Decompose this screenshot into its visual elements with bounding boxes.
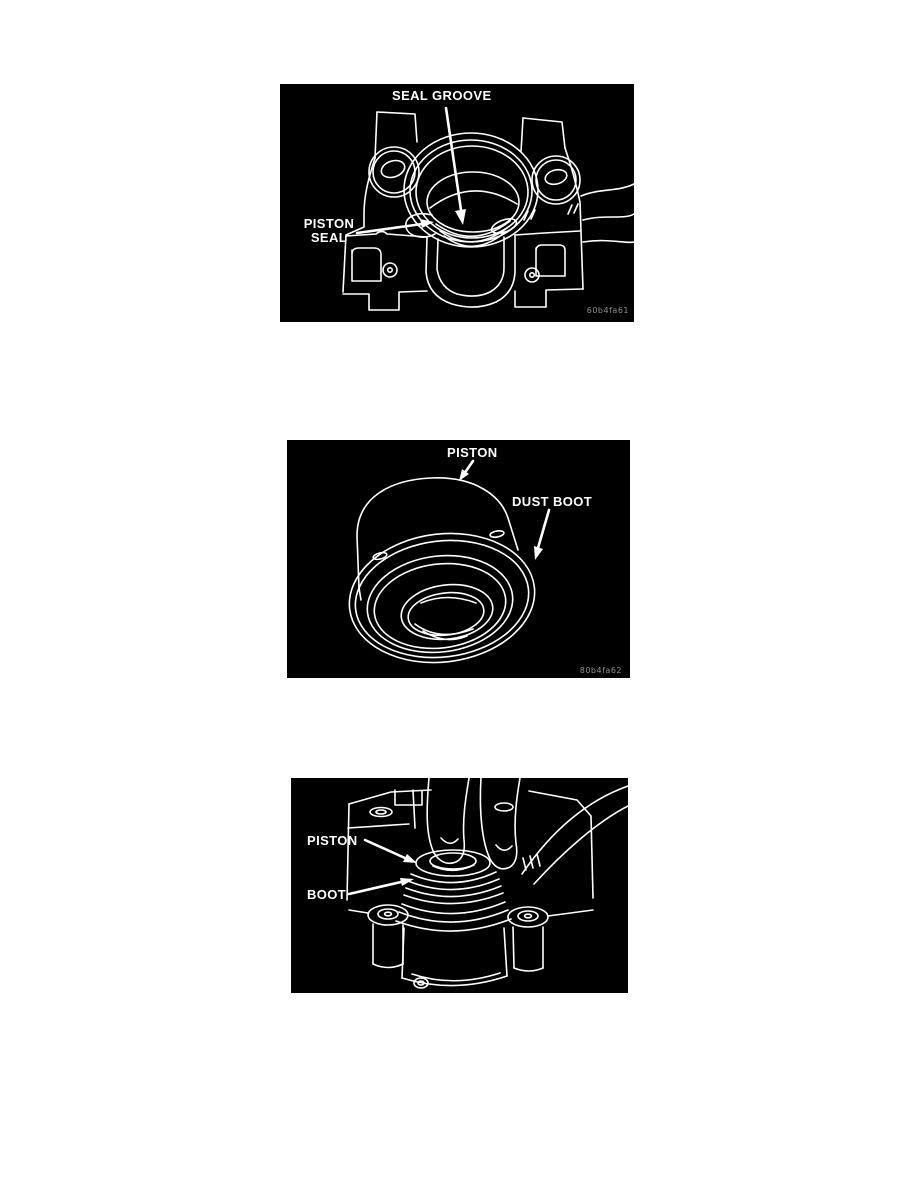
label-dust-boot: DUST BOOT <box>512 494 593 509</box>
label-piston: PISTON <box>447 445 498 460</box>
figure-ref-code: 60b4fa61 <box>586 306 629 315</box>
figure-piston-dust-boot <box>287 440 630 678</box>
label-piston-seal-line2: SEAL <box>310 230 348 245</box>
piston-arrow <box>459 461 473 481</box>
label-seal-groove: SEAL GROOVE <box>392 88 492 103</box>
dust-boot-arrow <box>534 510 549 560</box>
seal-groove-arrow <box>446 108 466 225</box>
piston-arrow <box>365 840 417 863</box>
piston-seal-arrow <box>357 219 434 233</box>
figure-piston-seal-and-groove <box>280 84 634 322</box>
figure-piston-boot-installed <box>291 778 628 993</box>
label-piston-seal <box>300 217 358 245</box>
caliper-bore-line-art <box>280 84 634 322</box>
label-boot: BOOT <box>307 887 347 902</box>
boot-arrow <box>349 878 414 894</box>
label-piston-seal-line1: PISTON <box>303 216 355 231</box>
figure-ref-code: 80b4fa62 <box>579 666 622 675</box>
label-piston: PISTON <box>307 833 358 848</box>
piston-dust-boot-line-art <box>287 440 630 678</box>
caliper-piston-install-line-art <box>291 778 628 993</box>
